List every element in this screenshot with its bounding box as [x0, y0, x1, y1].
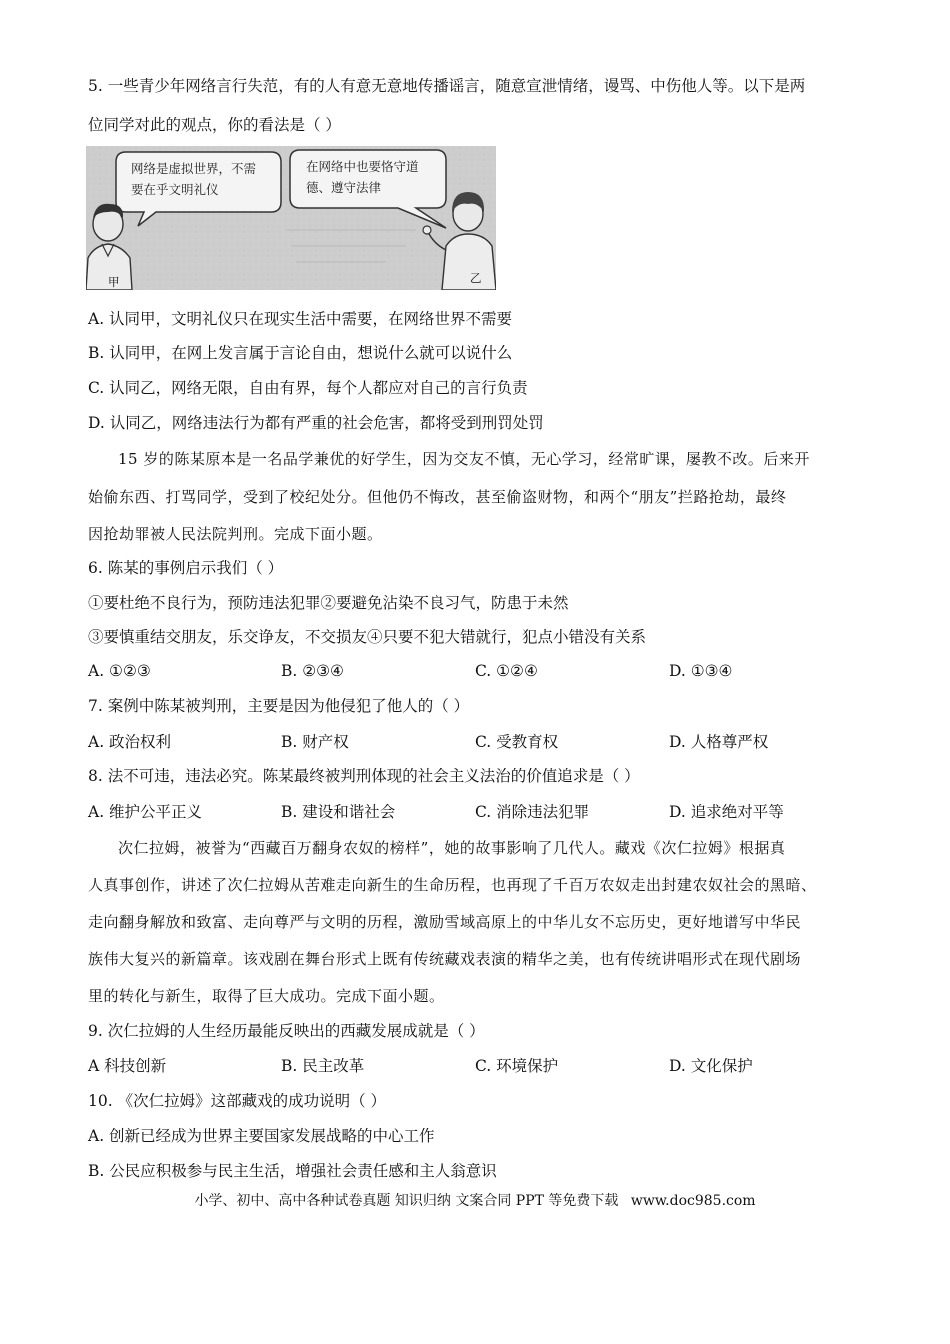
material2-line1: 次仁拉姆，被誉为“西藏百万翻身农奴的榜样”，她的故事影响了几代人。藏戏《次仁拉姆》根据真: [118, 839, 786, 857]
q6-option-a: A. ①②③: [88, 662, 151, 680]
q6-items-line1: ①要杜绝不良行为，预防违法犯罪②要避免沾染不良习气，防患于未然: [88, 594, 569, 612]
q8-option-d: D. 追求绝对平等: [669, 803, 784, 821]
q5-option-a: A. 认同甲，文明礼仪只在现实生活中需要，在网络世界不需要: [88, 310, 513, 328]
material1-line2: 始偷东西、打骂同学，受到了校纪处分。但他仍不悔改，甚至偷盗财物，和两个“朋友”拦路抢劫，最终: [88, 488, 787, 506]
page-footer: [0, 1192, 950, 1210]
q6-stem: 6. 陈某的事例启示我们（ ）: [88, 559, 284, 577]
q7-option-d: D. 人格尊严权: [669, 733, 769, 751]
label-jia: 甲: [108, 275, 120, 289]
q5-option-d: D. 认同乙，网络违法行为都有严重的社会危害，都将受到刑罚处罚: [88, 414, 544, 432]
q10-option-a: A. 创新已经成为世界主要国家发展战略的中心工作: [88, 1127, 435, 1145]
q8-option-c: C. 消除违法犯罪: [475, 803, 590, 821]
q9-option-c: C. 环境保护: [475, 1057, 559, 1075]
q6-option-b: B. ②③④: [281, 662, 344, 680]
q5-illustration: [86, 146, 496, 290]
bubble-right-text-1: 在网络中也要恪守道: [306, 159, 419, 174]
q6-option-c: C. ①②④: [475, 662, 538, 680]
material2-line4: 族伟大复兴的新篇章。该戏剧在舞台形式上既有传统藏戏表演的精华之美，也有传统讲唱形式在现代剧场: [88, 950, 802, 968]
q7-option-b: B. 财产权: [281, 733, 349, 751]
q8-stem: 8. 法不可违，违法必究。陈某最终被判刑体现的社会主义法治的价值追求是（ ）: [88, 767, 640, 785]
q6-items-line2: ③要慎重结交朋友，乐交诤友，不交损友④只要不犯大错就行，犯点小错没有关系: [88, 628, 647, 646]
q9-option-b: B. 民主改革: [281, 1057, 365, 1075]
q8-option-b: B. 建设和谐社会: [281, 803, 396, 821]
material2-line2: 人真事创作，讲述了次仁拉姆从苦难走向新生的生命历程，也再现了千百万农奴走出封建农奴社会的黑暗、: [88, 876, 817, 894]
q5-stem-line1: 5. 一些青少年网络言行失范，有的人有意无意地传播谣言，随意宣泄情绪，谩骂、中伤他人等。以下是两: [88, 77, 806, 95]
q7-stem: 7. 案例中陈某被判刑，主要是因为他侵犯了他人的（ ）: [88, 697, 470, 715]
footer-url[interactable]: www.doc985.com: [630, 1193, 756, 1209]
bubble-right-text-2: 德、遵守法律: [306, 180, 382, 195]
q5-stem-line2: 位同学对此的观点，你的看法是（ ）: [88, 116, 341, 134]
material1-line3: 因抢劫罪被人民法院判刑。完成下面小题。: [88, 525, 383, 543]
q9-option-a: A 科技创新: [88, 1057, 167, 1075]
q10-option-b: B. 公民应积极参与民主生活，增强社会责任感和主人翁意识: [88, 1162, 497, 1180]
material2-line5: 里的转化与新生，取得了巨大成功。完成下面小题。: [88, 987, 445, 1005]
q8-option-a: A. 维护公平正义: [88, 803, 203, 821]
bubble-left-text-2: 要在乎文明礼仪: [131, 182, 219, 197]
footer-text: 小学、初中、高中各种试卷真题 知识归纳 文案合同 PPT 等免费下载: [194, 1193, 619, 1209]
material1-line1: 15 岁的陈某原本是一名品学兼优的好学生，因为交友不慎，无心学习，经常旷课，屡教不改。后来开: [118, 450, 810, 468]
q6-option-d: D. ①③④: [669, 662, 733, 680]
q5-option-b: B. 认同甲，在网上发言属于言论自由，想说什么就可以说什么: [88, 344, 513, 362]
q5-option-c: C. 认同乙，网络无限，自由有界，每个人都应对自己的言行负责: [88, 379, 528, 397]
label-yi: 乙: [470, 271, 482, 285]
q7-option-c: C. 受教育权: [475, 733, 559, 751]
bubble-left-text-1: 网络是虚拟世界，不需: [131, 161, 257, 176]
q10-stem: 10. 《次仁拉姆》这部藏戏的成功说明（ ）: [88, 1092, 387, 1110]
material2-line3: 走向翻身解放和致富、走向尊严与文明的历程，激励雪域高原上的中华儿女不忘历史，更好地谱写中华民: [88, 913, 802, 931]
q9-stem: 9. 次仁拉姆的人生经历最能反映出的西藏发展成就是（ ）: [88, 1022, 485, 1040]
q9-option-d: D. 文化保护: [669, 1057, 753, 1075]
q7-option-a: A. 政治权利: [88, 733, 172, 751]
